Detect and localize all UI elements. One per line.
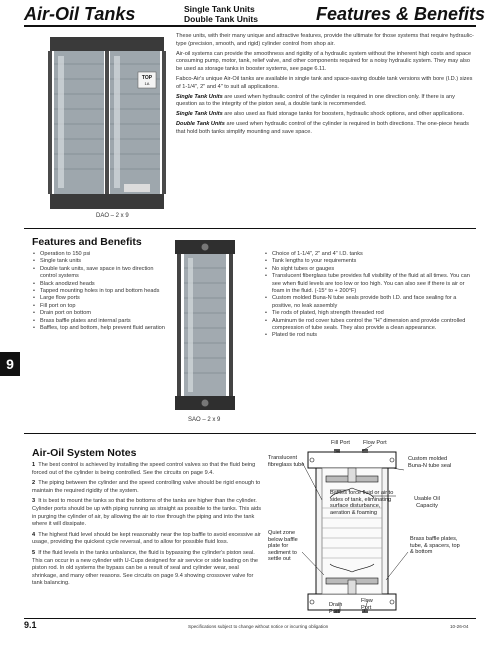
list-item: • Custom molded Buna-N tube seals provide both I.D. and face sealing for a positive, no leak assembly bbox=[264, 295, 476, 310]
list-item: • Brass baffle plates and internal parts bbox=[32, 318, 166, 325]
note-text: The piping between the cylinder and the speed controlling valve should be rigid enough to maintain the required rigidity of the system. bbox=[32, 480, 261, 494]
product-title: Air-Oil Tanks bbox=[24, 4, 136, 24]
list-item: • Tapped mounting holes in top and bottom heads bbox=[32, 288, 166, 295]
footer-rule bbox=[24, 618, 476, 619]
list-item: • Single tank units bbox=[32, 258, 166, 265]
notes-heading: Air-Oil System Notes bbox=[32, 447, 137, 459]
intro-paragraph-3: Fabco-Air's unique Air-Oil tanks are available in single tank and space-saving double tank versions with bore (I.D.) sizes of 1-1/4", 2" and 4" to suit all applications. bbox=[176, 75, 473, 90]
dao-caption: DAO – 2 x 9 bbox=[96, 213, 129, 219]
label-custom-molded-seal: Custom molded Buna-N tube seal bbox=[408, 456, 452, 469]
top-label-text: TOP bbox=[141, 75, 153, 81]
note-text: The highest fluid level should be kept reasonably near the top baffle to avoid excessive air usage, providing the quickest cycle reversal, and to allow for possible fluid loss. bbox=[32, 531, 261, 546]
section-tab: 9 bbox=[0, 352, 20, 376]
label-drain-port: Drain Port bbox=[329, 602, 343, 615]
list-item: • No sight tubes or gauges bbox=[264, 266, 476, 273]
note-text: It is best to mount the tanks so that the bottoms of the tanks are higher than the cylinder. Cylinder ports should be up with piping running as straight as possible to the tanks. This aids in purging the cylinder of air, by allowing the air to rise through the piping and into the tank where it will dissipate. bbox=[32, 498, 262, 528]
intro-paragraph-5: Single Tank Units are also used as fluid storage tanks for boosters, hydraulic shock options, and other applications. bbox=[176, 111, 465, 118]
list-item: • Fill port on top bbox=[32, 303, 166, 310]
list-item: • Operation to 150 psi bbox=[32, 251, 166, 258]
label-usable-oil: Usable Oil Capacity bbox=[414, 496, 440, 509]
intro-paragraph-4: Single Tank Units are used when hydraulic control of the cylinder is required in one direction only. If there is any question as to the integrity of the piston seal, a double tank is recommended. bbox=[176, 93, 455, 108]
footer-note: Specifications subject to change without notice or incurring obligation bbox=[188, 624, 329, 629]
note-number: 4 bbox=[32, 531, 36, 538]
label-flow-port-bottom: Flow Port bbox=[361, 598, 373, 611]
page-number: 9.1 bbox=[24, 620, 37, 630]
subtitle-double: Double Tank Units bbox=[184, 14, 258, 24]
list-item: • Drain port on bottom bbox=[32, 310, 166, 317]
list-item: • Aluminum tie rod cover tubes control the "H" dimension and provide controlled compression of tube seals. They also provide a clean appearance. bbox=[264, 318, 476, 333]
note-number: 5 bbox=[32, 549, 36, 556]
label-brass-baffle: Brass baffle plates, tube, & spacers, top & bottom bbox=[410, 536, 460, 556]
note-text: If the fluid levels in the tanks unbalance, the fluid is bypassing the cylinder's piston seal. This can occur in a new cylinder with U-Cups designed for air service or side loading on the piston rod. In old systems the bypass can be a result of seal and cylinder wear, seal shrinkage, and many other reasons. See circuits on page 9.4 showing crossover valve for tank balancing. bbox=[32, 549, 259, 587]
intro-paragraph-1: These units, with their many unique and attractive features, provide the ultimate for those systems that require hydraulic-type (precision, smooth, and rigid) cylinder control from shop air. bbox=[176, 33, 474, 47]
list-item: • Tie rods of plated, high strength threaded rod bbox=[264, 310, 476, 317]
list-item: • Double tank units, save space in two direction control systems bbox=[32, 266, 166, 281]
sao-caption: SAO – 2 x 9 bbox=[188, 417, 221, 423]
list-item: • Baffles, top and bottom, help prevent fluid aeration bbox=[32, 325, 166, 332]
label-quiet-zone: Quiet zone below baffle plate for sediment to settle out bbox=[268, 530, 298, 563]
label-fill-port: Fill Port bbox=[331, 440, 350, 446]
intro-paragraph-6: Double Tank Units are used when hydraulic control of the cylinder is required in both directions. The one-piece heads that hold both tanks simplify mounting and save space. bbox=[176, 121, 469, 136]
subtitle-single: Single Tank Units bbox=[184, 4, 255, 14]
note-text: The best control is achieved by installing the speed control valves so that the fluid being forced out of the cylinder is being controlled. See the circuits on page 9.4. bbox=[32, 462, 256, 476]
note-number: 2 bbox=[32, 480, 36, 487]
list-item: • Plated tie rod nuts bbox=[264, 332, 476, 339]
list-item: • Choice of 1-1/4", 2" and 4" I.D. tanks bbox=[264, 251, 476, 258]
note-number: 1 bbox=[32, 462, 36, 468]
top-label-code: 1A bbox=[144, 81, 150, 86]
list-item: • Black anodized heads bbox=[32, 281, 166, 288]
note-number: 3 bbox=[32, 498, 36, 505]
footer-date: 10-26-04 bbox=[450, 624, 469, 629]
section-title: Features & Benefits bbox=[316, 4, 486, 24]
features-heading: Features and Benefits bbox=[32, 236, 142, 248]
list-item: • Translucent fiberglass tube provides full visibility of the fluid at all times. You can see when fluid levels are too low or too high. You can also see if there is air or foam in the fluid. (-15° to + 200°F) bbox=[264, 273, 476, 295]
label-flow-port-top: Flow Port bbox=[363, 440, 387, 446]
label-baffles: Baffles force fluid or air to sides of tank, eliminating surface disturbance, aeration & foaming bbox=[330, 490, 394, 516]
list-item: • Large flow ports bbox=[32, 295, 166, 302]
label-translucent-tube: Translucent fibreglass tube bbox=[268, 455, 305, 468]
list-item: • Tank lengths to your requirements bbox=[264, 258, 476, 265]
intro-paragraph-2: Air-oil systems can provide the smoothness and rigidity of a hydraulic system without the inherent high costs and space consuming pump, motor, tank, relief valve, and other components required for a noisy hydraulic system. They may also be used as storage tanks in booster systems, see page 6.11. bbox=[176, 50, 472, 72]
